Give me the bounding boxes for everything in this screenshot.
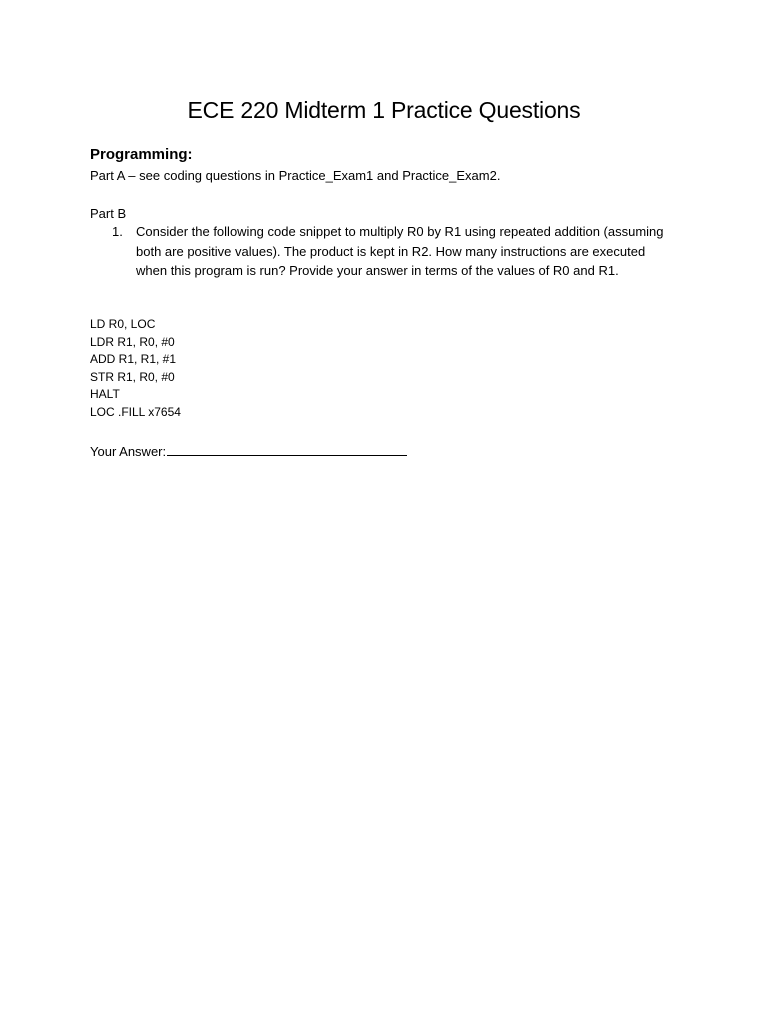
code-line: ADD R1, R1, #1 [90, 352, 177, 366]
page-title: ECE 220 Midterm 1 Practice Questions [187, 97, 581, 123]
part-a-text: Part A – see coding questions in Practice_Exam1 and Practice_Exam2. [90, 168, 501, 183]
code-snippet [90, 316, 181, 421]
question-number: 1. [112, 224, 123, 239]
question-text: Consider the following code snippet to multiply R0 by R1 using repeated addition (assuming both are positive values). The product is kept in R2. How many instructions are executed when this program is run? Provide your answer in terms of the values of R0 and R1. [136, 224, 664, 278]
part-b-label: Part B [90, 206, 127, 221]
answer-row [90, 441, 407, 461]
answer-blank-line [167, 441, 407, 456]
code-line: LOC .FILL x7654 [90, 404, 181, 419]
section-heading: Programming: [90, 146, 193, 163]
code-line: LD R0, LOC [90, 317, 156, 331]
code-line: STR R1, R0, #0 [90, 369, 175, 384]
answer-label: Your Answer: [90, 444, 167, 459]
code-line: LDR R1, R0, #0 [90, 334, 175, 349]
code-line: HALT [90, 387, 120, 401]
